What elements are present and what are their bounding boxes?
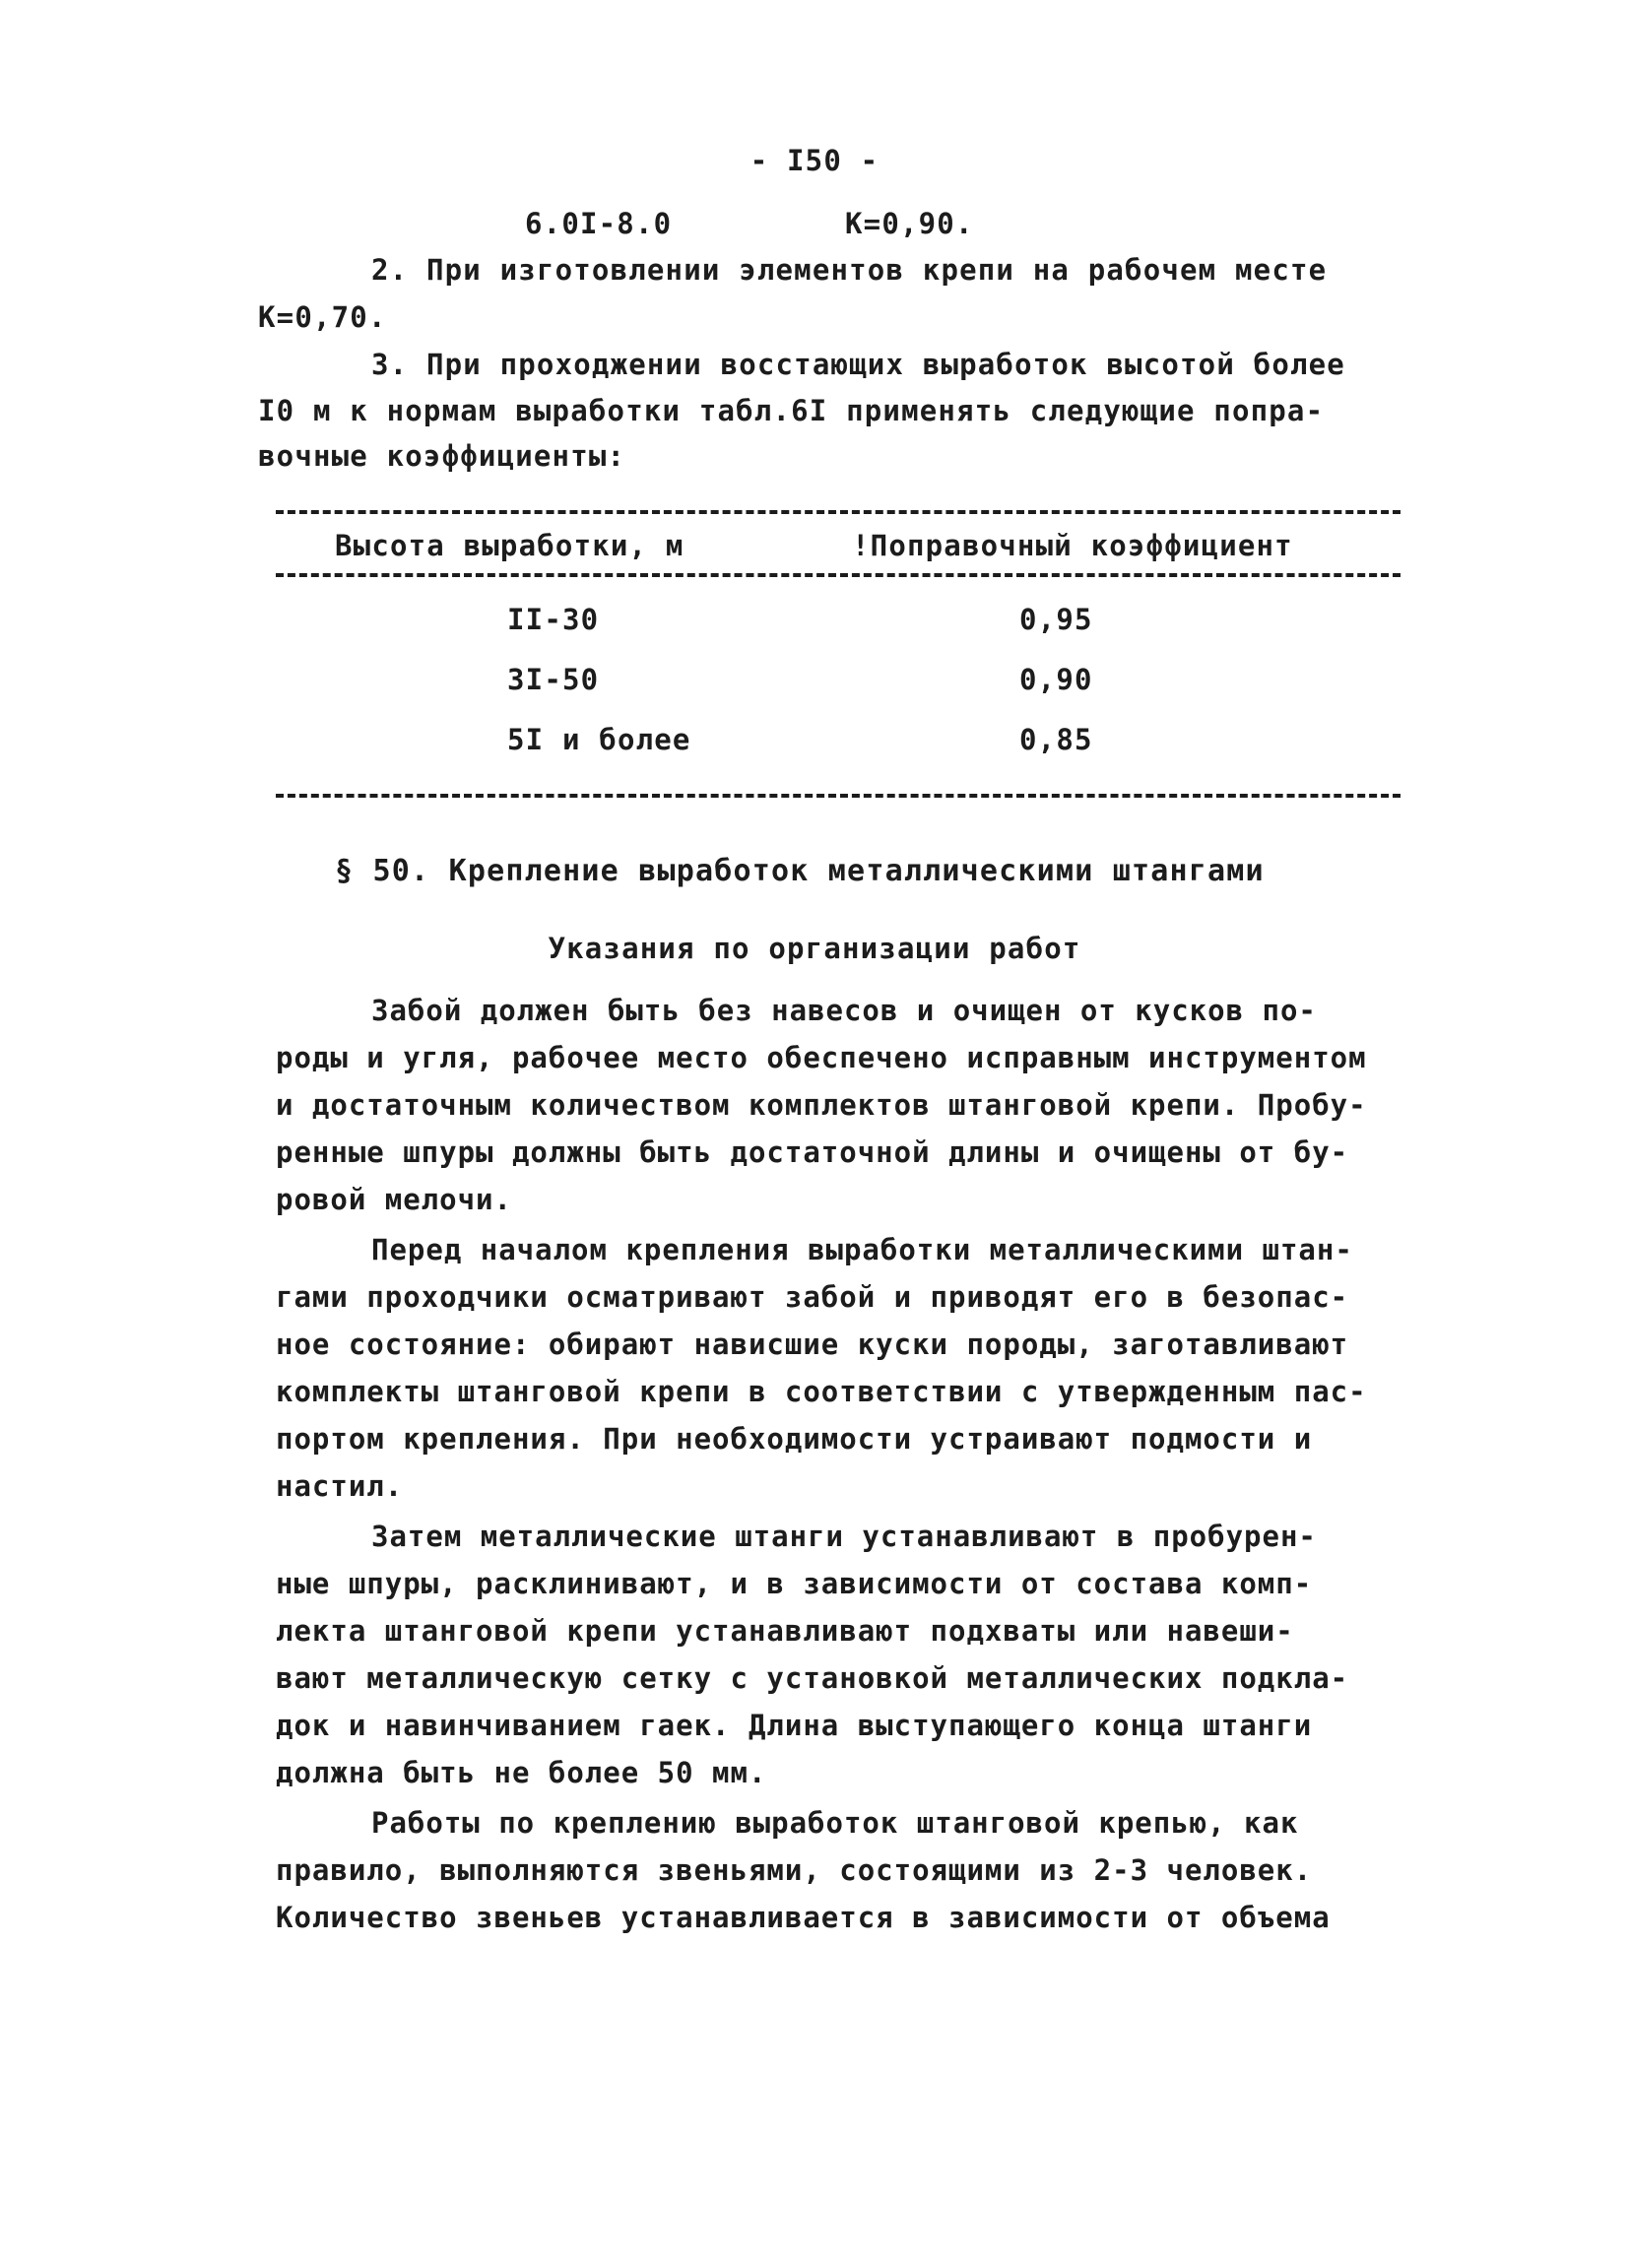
paragraph-line: док и навинчиванием гаек. Длина выступающего конца штанги [276,1709,1313,1742]
item2-line-2: K=0,70. [258,300,387,334]
paragraph-line: Количество звеньев устанавливается в зависимости от объема [276,1901,1331,1934]
table-row-2-coef: 0,90 [1019,663,1093,696]
paragraph-line: гами проходчики осматривают забой и приводят его в безопас- [276,1280,1349,1314]
table-row-1-coef: 0,95 [1019,603,1093,636]
table-bottom-rule [276,794,1401,798]
item2-line-1: 2. При изготовлении элементов крепи на рабочем месте [371,253,1328,287]
body-text [276,987,1399,1941]
table-header-height: Высота выработки, м [335,529,684,562]
table-top-rule [276,510,1401,514]
paragraph-line: настил. [276,1469,404,1503]
item3-line-1: 3. При проходжении восстающих выработок высотой более [371,348,1345,381]
paragraph-line: ные шпуры, расклинивают, и в зависимости от состава комп- [276,1567,1313,1600]
paragraph-line: комплекты штанговой крепи в соответствии с утвержденным пас- [276,1375,1367,1408]
paragraph-3 [276,1513,1399,1796]
coef-range: 6.0I-8.0 [525,207,673,240]
paragraph-line: портом крепления. При необходимости устраивают подмости и [276,1422,1313,1456]
paragraph-2 [276,1226,1399,1510]
coef-value: K=0,90. [845,207,974,240]
paragraph-line: ное состояние: обирают нависшие куски породы, заготавливают [276,1328,1349,1361]
page-number: - I50 - [749,144,880,177]
paragraph-line: роды и угля, рабочее место обеспечено исправным инструментом [276,1041,1367,1074]
section-subtitle: Указания по организации работ [548,932,1081,965]
paragraph-4 [276,1799,1399,1941]
table-row-1-height: II-30 [507,603,600,636]
paragraph-1 [276,987,1399,1223]
item3-line-2: I0 м к нормам выработки табл.6I применять следующие попра- [258,394,1325,427]
table-header-rule [276,573,1401,577]
paragraph-line: должна быть не более 50 мм. [276,1756,767,1789]
section-title: § 50. Крепление выработок металлическими штангами [335,854,1265,888]
paragraph-line: лекта штанговой крепи устанавливают подхваты или навеши- [276,1614,1294,1648]
paragraph-line: Перед началом крепления выработки металлическими штан- [371,1233,1353,1266]
paragraph-line: правило, выполняются звеньями, состоящими из 2-3 человек. [276,1853,1313,1887]
paragraph-line: вают металлическую сетку с установкой металлических подкла- [276,1661,1349,1695]
table-row-3-height: 5I и более [507,723,691,756]
table-header-coef: !Поправочный коэффициент [852,529,1293,562]
paragraph-line: Забой должен быть без навесов и очищен от кусков по- [371,994,1317,1027]
item3-line-3: вочные коэффициенты: [258,439,626,473]
paragraph-line: ренные шпуры должны быть достаточной длины и очищены от бу- [276,1135,1349,1169]
paragraph-line: и достаточным количеством комплектов штанговой крепи. Пробу- [276,1088,1367,1122]
table-row-3-coef: 0,85 [1019,723,1093,756]
paragraph-line: ровой мелочи. [276,1183,512,1216]
paragraph-line: Затем металлические штанги устанавливают в пробурен- [371,1520,1317,1553]
paragraph-line: Работы по креплению выработок штанговой крепью, как [371,1806,1299,1840]
table-row-2-height: 3I-50 [507,663,600,696]
